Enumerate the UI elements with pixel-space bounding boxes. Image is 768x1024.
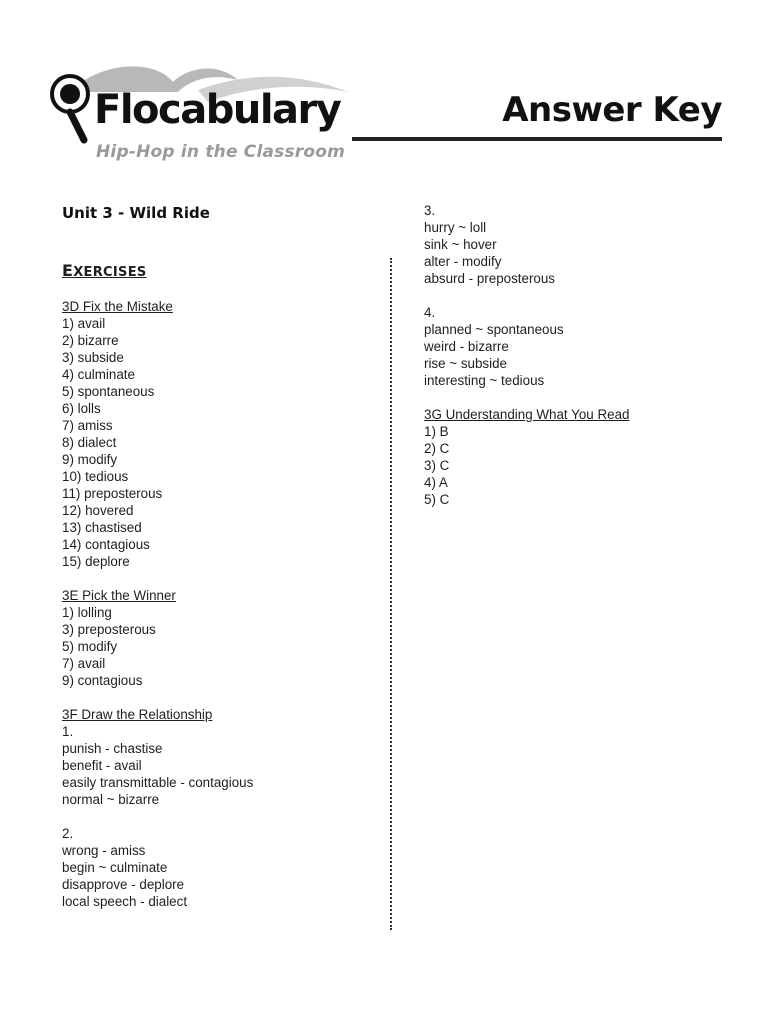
list-item: 9) modify [62,452,118,467]
list-item: 3) preposterous [62,622,156,637]
brand-name: Flocabulary [94,87,341,133]
brand-tagline: Hip-Hop in the Classroom [96,142,346,162]
list-item: 9) contagious [62,673,143,688]
section-heading: 3F Draw the Relationship [62,707,213,722]
list-item: punish - chastise [62,741,163,756]
list-item: 12) hovered [62,503,134,518]
exercises-heading: EXERCISES [62,261,147,280]
flocabulary-logo [48,62,368,174]
list-item: 3) C [424,458,450,473]
column-divider [390,258,392,930]
list-item: 1) lolling [62,605,112,620]
list-item: 7) amiss [62,418,113,433]
section-3f [62,706,372,910]
list-item: begin ~ culminate [62,860,168,875]
group-label: 3. [424,203,436,218]
list-item: 2) C [424,441,450,456]
list-item: alter - modify [424,254,502,269]
list-item: hurry ~ loll [424,220,487,235]
section-heading: 3E Pick the Winner [62,588,176,603]
list-item: interesting ~ tedious [424,373,545,388]
list-item: 5) modify [62,639,118,654]
section-3d [62,298,372,570]
page-header [0,0,768,180]
list-item: 6) lolls [62,401,101,416]
section-3e [62,587,372,689]
section-3g [424,406,724,508]
list-item: 7) avail [62,656,106,671]
list-item: disapprove - deplore [62,877,185,892]
unit-title: Unit 3 - Wild Ride [62,204,210,222]
list-item: 5) C [424,492,450,507]
list-item: 1) B [424,424,449,439]
list-item: 2) bizarre [62,333,119,348]
list-item: 10) tedious [62,469,129,484]
page-title: Answer Key [502,90,722,130]
list-item: absurd - preposterous [424,271,556,286]
section-3f-continued [424,202,724,389]
list-item: planned ~ spontaneous [424,322,564,337]
list-item: 4) culminate [62,367,135,382]
list-item: 4) A [424,475,448,490]
list-item: sink ~ hover [424,237,497,252]
list-item: rise ~ subside [424,356,507,371]
list-item: easily transmittable - contagious [62,775,254,790]
group-label: 1. [62,724,74,739]
group-label: 2. [62,826,74,841]
list-item: wrong - amiss [62,843,146,858]
section-heading: 3D Fix the Mistake [62,299,173,314]
list-item: weird - bizarre [424,339,509,354]
list-item: 8) dialect [62,435,117,450]
list-item: local speech - dialect [62,894,188,909]
list-item: 3) subside [62,350,124,365]
list-item: normal ~ bizarre [62,792,160,807]
list-item: 15) deplore [62,554,130,569]
group-label: 4. [424,305,436,320]
list-item: 14) contagious [62,537,150,552]
list-item: 11) preposterous [62,486,163,501]
left-column [62,204,372,910]
list-item: 1) avail [62,316,106,331]
right-column [424,202,724,508]
list-item: 5) spontaneous [62,384,155,399]
section-heading: 3G Understanding What You Read [424,407,630,422]
list-item: benefit - avail [62,758,142,773]
list-item: 13) chastised [62,520,142,535]
header-rule [352,137,722,141]
